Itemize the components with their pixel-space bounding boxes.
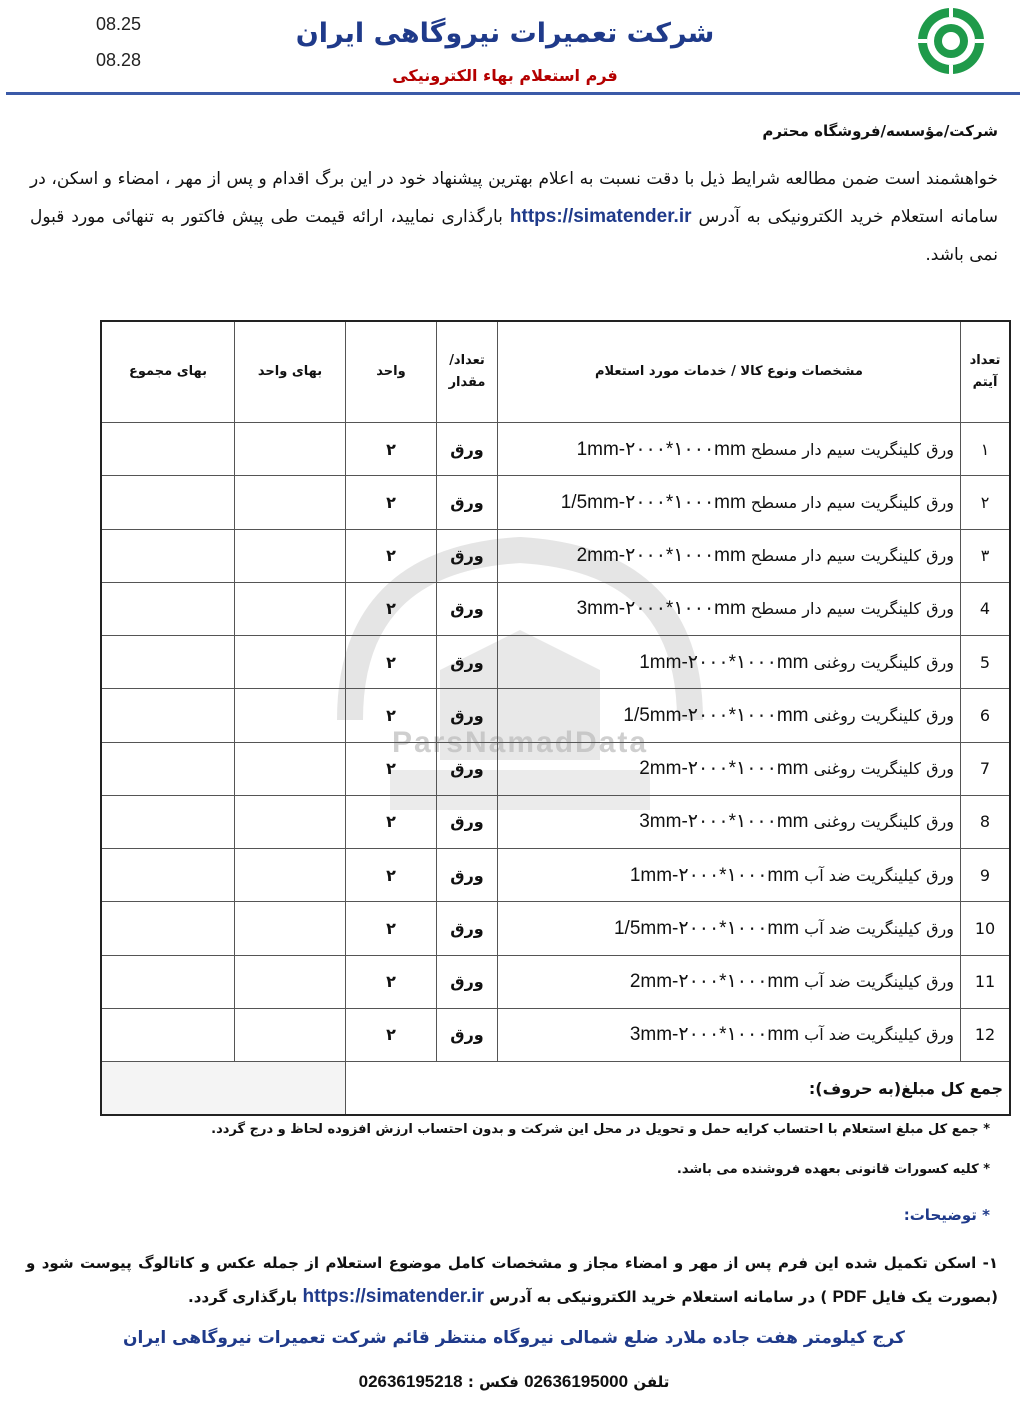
fax-label: فکس : <box>467 1373 519 1391</box>
row-unit: ۲ <box>346 795 437 848</box>
row-quantity: ورق <box>437 423 498 476</box>
row-dimensions: 1mm-۲۰۰۰*۱۰۰۰mm <box>639 651 809 673</box>
row-description <box>498 902 961 955</box>
sum-label: جمع کل مبلغ(به حروف): <box>346 1062 1011 1116</box>
row-unit: ۲ <box>346 529 437 582</box>
phone-number: 02636195000 <box>524 1372 629 1391</box>
row-unit: ۲ <box>346 902 437 955</box>
row-desc-text: ورق کیلینگریت ضد آب <box>804 918 954 938</box>
note-1-bullet: * <box>983 1122 990 1137</box>
notes-heading-text: توضیحات: <box>903 1206 977 1224</box>
row-unit: ۲ <box>346 582 437 635</box>
row-unit-price-cell[interactable] <box>235 902 346 955</box>
note-1-text: جمع کل مبلغ استعلام با احتساب کرایه حمل و تحویل در محل این شرکت و بدون احتساب ارزش افزوده لحاظ و درج گردد. <box>211 1122 979 1137</box>
row-desc-text: ورق کلینگریت روغنی <box>813 812 954 832</box>
sum-amount-cell[interactable] <box>101 1062 346 1116</box>
table-row <box>101 582 1010 635</box>
table-row <box>101 955 1010 1008</box>
row-unit: ۲ <box>346 689 437 742</box>
table-row <box>101 1008 1010 1061</box>
header-unit: واحد <box>346 321 437 423</box>
header-item-no: تعداد آیتم <box>961 321 1011 423</box>
row-item-no: 4 <box>961 582 1011 635</box>
row-total-price-cell[interactable] <box>101 423 235 476</box>
row-desc-text: ورق کیلینگریت ضد آب <box>804 1025 954 1045</box>
row-description <box>498 636 961 689</box>
row-item-no: 11 <box>961 955 1011 1008</box>
table-row <box>101 795 1010 848</box>
row-unit: ۲ <box>346 476 437 529</box>
row-total-price-cell[interactable] <box>101 529 235 582</box>
row-dimensions: 3mm-۲۰۰۰*۱۰۰۰mm <box>576 598 746 620</box>
row-quantity: ورق <box>437 849 498 902</box>
row-unit-price-cell[interactable] <box>235 689 346 742</box>
row-description <box>498 955 961 1008</box>
row-desc-text: ورق کلینگریت روغنی <box>813 705 954 725</box>
row-desc-text: ورق کلینگریت سیم دار مسطح <box>750 599 954 619</box>
footer-contact <box>200 1372 828 1392</box>
note-2 <box>677 1162 990 1177</box>
row-total-price-cell[interactable] <box>101 636 235 689</box>
note-3-pdf: PDF <box>832 1287 867 1306</box>
row-unit: ۲ <box>346 849 437 902</box>
note-3 <box>26 1246 998 1314</box>
note-3-text-1: ۱- اسکن تکمیل شده این فرم پس از مهر و امضاء مجاز و مشخصات کامل موضوع استعلام از جمله عکس و کاتالوگ پیوست شود و (بصورت یک فایل <box>26 1254 998 1306</box>
row-unit-price-cell[interactable] <box>235 529 346 582</box>
footer-address: کرج کیلومتر هفت جاده ملارد ضلع شمالی نیروگاه منتظر قائم شرکت تعمیرات نیروگاهی ایران <box>123 1328 905 1348</box>
intro-text-2: بارگذاری نمایید، ارائه قیمت طی پیش فاکتور به تنهائی مورد قبول نمی باشد. <box>30 207 998 265</box>
note-3-text-3: بارگذاری گردد. <box>188 1288 298 1306</box>
row-unit-price-cell[interactable] <box>235 1008 346 1061</box>
row-item-no: 7 <box>961 742 1011 795</box>
row-total-price-cell[interactable] <box>101 955 235 1008</box>
notes-heading <box>904 1206 990 1224</box>
note-2-bullet: * <box>983 1162 990 1177</box>
row-unit-price-cell[interactable] <box>235 795 346 848</box>
row-description <box>498 423 961 476</box>
row-quantity: ورق <box>437 529 498 582</box>
intro-text-1: خواهشمند است ضمن مطالعه شرایط ذیل با دقت نسبت به اعلام بهترین پیشنهاد خود در این برگ اقدام و پس از مهر ، امضاء و اسکن، در سامانه استعلام خرید الکترونیکی به آدرس <box>30 169 999 227</box>
row-desc-text: ورق کیلینگریت ضد آب <box>804 972 954 992</box>
row-total-price-cell[interactable] <box>101 849 235 902</box>
row-unit-price-cell[interactable] <box>235 582 346 635</box>
table-row <box>101 423 1010 476</box>
intro-paragraph <box>30 160 998 274</box>
salutation: شرکت/مؤسسه/فروشگاه محترم <box>762 122 998 140</box>
row-quantity: ورق <box>437 742 498 795</box>
row-desc-text: ورق کلینگریت سیم دار مسطح <box>750 546 954 566</box>
fax-number: 02636195218 <box>358 1372 463 1391</box>
row-description <box>498 1008 961 1061</box>
row-quantity: ورق <box>437 582 498 635</box>
row-description <box>498 689 961 742</box>
row-desc-text: ورق کیلینگریت ضد آب <box>804 865 954 885</box>
row-item-no: 10 <box>961 902 1011 955</box>
row-dimensions: 3mm-۲۰۰۰*۱۰۰۰mm <box>629 1024 800 1046</box>
row-unit: ۲ <box>346 1008 437 1061</box>
form-subtitle: فرم استعلام بهاء الکترونیکی <box>392 66 618 85</box>
row-item-no: 12 <box>961 1008 1011 1061</box>
row-unit: ۲ <box>346 955 437 1008</box>
row-unit: ۲ <box>346 423 437 476</box>
items-table <box>100 320 1011 1116</box>
table-row <box>101 902 1010 955</box>
row-dimensions: 1/5mm-۲۰۰۰*۱۰۰۰mm <box>560 491 746 513</box>
intro-url-link[interactable]: https://simatender.ir <box>509 206 692 227</box>
row-total-price-cell[interactable] <box>101 476 235 529</box>
company-title: شرکت تعمیرات نیروگاهی ایران <box>295 18 715 49</box>
header-divider <box>6 92 1020 95</box>
row-item-no: 9 <box>961 849 1011 902</box>
row-description <box>498 795 961 848</box>
table-row <box>101 742 1010 795</box>
table-row <box>101 636 1010 689</box>
row-item-no: ۳ <box>961 529 1011 582</box>
row-total-price-cell[interactable] <box>101 795 235 848</box>
table-row <box>101 476 1010 529</box>
row-unit-price-cell[interactable] <box>235 423 346 476</box>
row-dimensions: 1mm-۲۰۰۰*۱۰۰۰mm <box>629 864 800 886</box>
header-unit-price: بهای واحد <box>235 321 346 423</box>
row-description <box>498 742 961 795</box>
row-item-no: 5 <box>961 636 1011 689</box>
table-row <box>101 689 1010 742</box>
row-dimensions: 2mm-۲۰۰۰*۱۰۰۰mm <box>629 971 800 993</box>
row-unit-price-cell[interactable] <box>235 849 346 902</box>
row-total-price-cell[interactable] <box>101 1008 235 1061</box>
row-dimensions: 1/5mm-۲۰۰۰*۱۰۰۰mm <box>623 704 809 726</box>
row-unit-price-cell[interactable] <box>235 742 346 795</box>
note-3-text-2: ) در سامانه استعلام خرید الکترونیکی به آدرس <box>489 1288 828 1306</box>
row-desc-text: ورق کلینگریت سیم دار مسطح <box>750 439 954 459</box>
header-quantity: تعداد/ مقدار <box>437 321 498 423</box>
notes-heading-bullet: * <box>982 1206 990 1224</box>
row-description <box>498 476 961 529</box>
row-dimensions: 2mm-۲۰۰۰*۱۰۰۰mm <box>576 545 746 567</box>
row-quantity: ورق <box>437 955 498 1008</box>
row-dimensions: 1mm-۲۰۰۰*۱۰۰۰mm <box>576 438 746 460</box>
row-item-no: 6 <box>961 689 1011 742</box>
watermark-text: ParsNamadData <box>391 726 649 759</box>
row-unit: ۲ <box>346 636 437 689</box>
note-3-url-link[interactable]: https://simatender.ir <box>302 1286 485 1307</box>
row-desc-text: ورق کلینگریت روغنی <box>813 759 954 779</box>
table-row <box>101 849 1010 902</box>
row-unit-price-cell[interactable] <box>235 955 346 1008</box>
row-quantity: ورق <box>437 795 498 848</box>
note-1 <box>211 1122 990 1137</box>
row-quantity: ورق <box>437 476 498 529</box>
date-2: 08.28 <box>96 50 142 70</box>
row-item-no: ۲ <box>961 476 1011 529</box>
header-total-price: بهای مجموع <box>101 321 235 423</box>
row-quantity: ورق <box>437 902 498 955</box>
row-item-no: ۱ <box>961 423 1011 476</box>
note-2-text: کلیه کسورات قانونی بعهده فروشنده می باشد. <box>676 1162 979 1177</box>
row-total-price-cell[interactable] <box>101 689 235 742</box>
row-description <box>498 582 961 635</box>
phone-label: تلفن <box>633 1373 670 1391</box>
row-quantity: ورق <box>437 1008 498 1061</box>
row-dimensions: 2mm-۲۰۰۰*۱۰۰۰mm <box>639 758 809 780</box>
row-quantity: ورق <box>437 636 498 689</box>
row-unit-price-cell[interactable] <box>235 476 346 529</box>
row-desc-text: ورق کلینگریت سیم دار مسطح <box>750 492 954 512</box>
row-total-price-cell[interactable] <box>101 742 235 795</box>
date-1: 08.25 <box>96 14 142 34</box>
row-total-price-cell[interactable] <box>101 902 235 955</box>
row-description <box>498 849 961 902</box>
row-quantity: ورق <box>437 689 498 742</box>
row-total-price-cell[interactable] <box>101 582 235 635</box>
row-description <box>498 529 961 582</box>
table-row <box>101 529 1010 582</box>
row-dimensions: 1/5mm-۲۰۰۰*۱۰۰۰mm <box>613 917 800 939</box>
row-dimensions: 3mm-۲۰۰۰*۱۰۰۰mm <box>639 811 809 833</box>
row-unit: ۲ <box>346 742 437 795</box>
sum-row <box>101 1062 1010 1116</box>
row-desc-text: ورق کلینگریت روغنی <box>813 652 954 672</box>
row-unit-price-cell[interactable] <box>235 636 346 689</box>
table-header-row <box>101 321 1010 423</box>
header-description: مشخصات ونوع کالا / خدمات مورد استعلام <box>498 321 961 423</box>
row-item-no: 8 <box>961 795 1011 848</box>
company-logo-icon <box>916 6 986 76</box>
